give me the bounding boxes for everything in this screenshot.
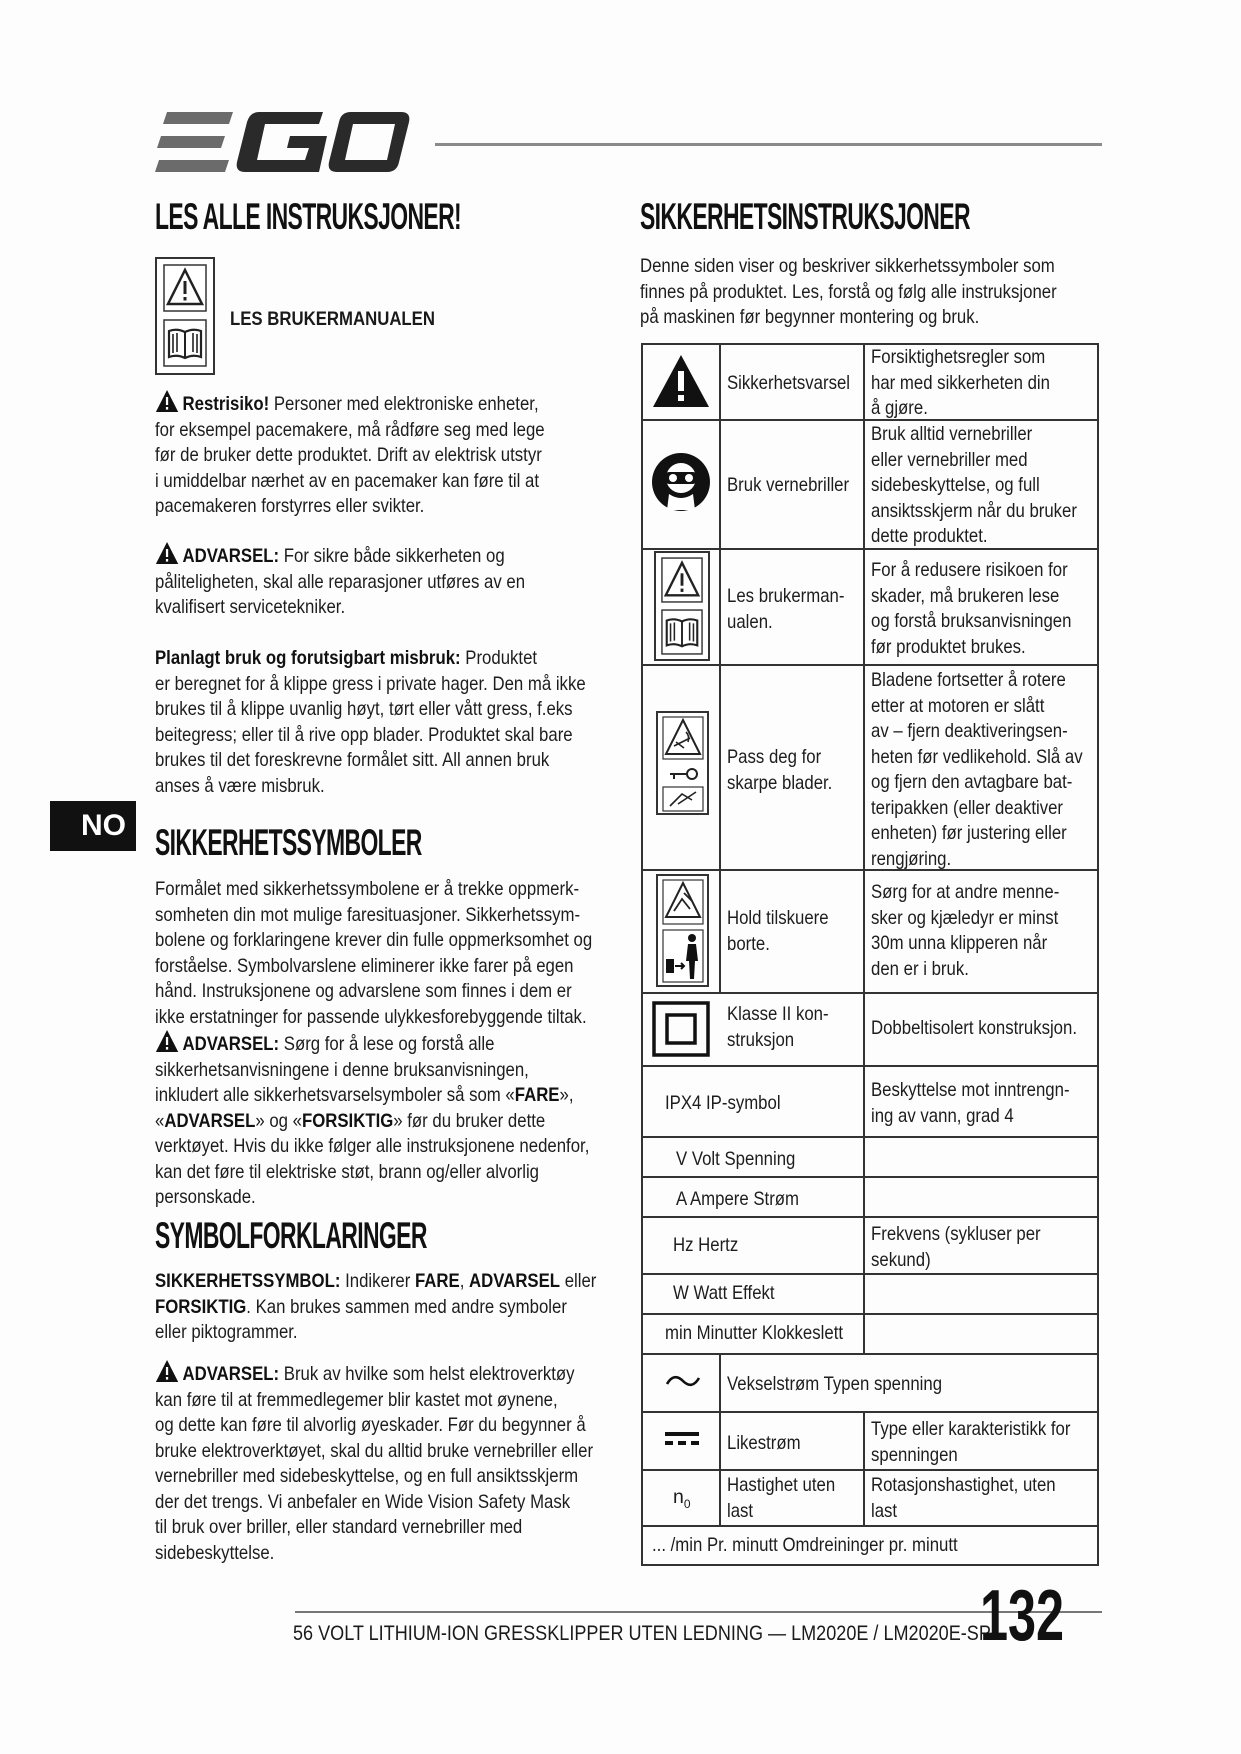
row-hastighet-name: Hastighet uten last [727,1474,836,1522]
row-per-minutt: ... /min Pr. minutt Omdreininger pr. minutt [652,1534,958,1556]
paragraph-intro: Denne siden viser og beskriver sikkerhetssymboler som finnes på produktet. Les, forstå og følg alle instruksjoner på maskinen før begynner montering og bruk. [640,255,1057,328]
row-vernebriller-desc: Bruk alltid vernebriller eller vernebriller med sidebeskyttelse, og full ansiktsskjerm når du bruker dette produktet. [871,423,1077,547]
table-col-rule [719,343,721,993]
row-volt: V Volt Spenning [676,1148,796,1170]
row-hertz: Hz Hertz [673,1234,739,1256]
page-number: 132 [980,1576,1065,1656]
direct-current-icon [663,1430,701,1448]
table-rule [641,1313,1099,1315]
table-rule [641,1216,1099,1218]
table-rule [641,992,1099,994]
warning-triangle-icon [661,557,703,603]
table-rule [641,1136,1099,1138]
table-rule [641,1353,1099,1355]
table-rule [641,1273,1099,1275]
paragraph-advarsel-eyes: ADVARSEL: Bruk av hvilke som helst elektroverktøy kan føre til at fremmedlegemer blir kastet mot øynene, og dette kan føre til alvorlig øyeskader. Før du begynner å bruke elektroverktøyet, skal du alltid bruke vernebriller eller vernebriller med sidebeskyttelse, og en full ansiktsskjerm der det trengs. Vi anbefaler en Wide Vision Safety Mask til bruk over briller, eller standard vernebriller med sidebeskyttelse. [155,1359,625,1566]
row-tilskuere-name: Hold tilskuere borte. [727,907,829,955]
blade-symbol [656,711,709,815]
key-removal-icon [662,763,704,785]
row-klasse-ii-desc: Dobbeltisolert konstruksjon. [871,1017,1078,1039]
row-likestrom-name: Likestrøm [727,1432,801,1454]
row-ipx4-desc: Beskyttelse mot inntrengn- ing av vann, grad 4 [871,1079,1070,1127]
hand-blade-icon [662,786,704,812]
table-col-rule [863,1411,865,1525]
bystander-icon [662,929,704,983]
book-icon [661,609,703,655]
manual-label: LES BRUKERMANUALEN [230,308,435,330]
row-watt: W Watt Effekt [673,1282,775,1304]
paragraph-advarsel-repair: ADVARSEL: For sikre både sikkerheten og påliteligheten, skal alle reparasjoner utføres av en kvalifisert servicetekniker. [155,541,625,621]
table-rule [641,1525,1099,1527]
row-likestrom-desc: Type eller karakteristikk for spenningen [871,1418,1071,1466]
book-icon [163,319,207,367]
table-col-rule [719,1353,721,1525]
safety-goggles-icon [651,452,711,512]
footer-title: 56 VOLT LITHIUM-ION GRESSKLIPPER UTEN LEDNING — LM2020E / LM2020E-SP [293,1622,991,1645]
table-rule [641,1176,1099,1178]
no-load-speed-symbol: $n_0$ [673,1486,691,1511]
paragraph-planlagt-bruk: Planlagt bruk og forutsigbart misbruk: Produktet er beregnet for å klippe gress i private hager. Den må ikke brukes til å klippe uvanlig høyt, tørt eller vått gress, f.eks beitegress; eller til å rive opp blader. Produktet skal bare brukes til det foreskrevne formålet sitt. All annen bruk anses å være misbruk. [155,647,586,797]
row-sikkerhetsvarsel-desc: Forsiktighetsregler som har med sikkerheten din å gjøre. [871,346,1050,419]
row-ampere: A Ampere Strøm [676,1188,800,1210]
heading-les-alle: LES ALLE INSTRUKSJONER! [155,196,462,237]
row-vekselstrom: Vekselstrøm Typen spenning [727,1373,943,1395]
table-rule [641,1469,1099,1471]
row-vernebriller-name: Bruk vernebriller [727,474,850,496]
bystander-symbol [656,874,709,987]
thrown-object-warning-icon [662,879,704,925]
class-ii-icon [652,1001,710,1057]
row-skarpe-blader-name: Pass deg for skarpe blader. [727,746,833,794]
row-brukermanual-desc: For å redusere risikoen for skader, må brukeren lese og forstå bruksanvisningen før produktet brukes. [871,559,1072,658]
heading-sikkerhetsinstruksjoner: SIKKERHETSINSTRUKSJONER [640,196,970,237]
row-hertz-desc: Frekvens (sykluser per sekund) [871,1223,1041,1271]
row-klasse-ii-name: Klasse II kon- struksjon [727,1003,829,1051]
paragraph-sikkerhetssymbol: SIKKERHETSSYMBOL: Indikerer FARE, ADVARSEL eller FORSIKTIG. Kan brukes sammen med andre symboler eller piktogrammer. [155,1270,597,1343]
row-hastighet-desc: Rotasjonshastighet, uten last [871,1474,1056,1522]
paragraph-formal: Formålet med sikkerhetssymbolene er å trekke oppmerk- somheten din mot mulige faresituasjoner. Sikkerhetssym- bolene og forklaringene krever din fulle oppmerksomhet og forståelse. Symbolvarslene eliminerer ikke farer på egen hånd. Instruksjonene og advarslene som finnes i dem er ikke erstatninger for passende ulykkesforebyggende tiltak. [155,878,593,1028]
table-rule [641,1411,1099,1413]
heading-symbolforklaringer: SYMBOLFORKLARINGER [155,1215,427,1256]
blade-warning-icon [662,716,704,760]
warning-icon [155,389,179,413]
header-rule [435,143,1102,146]
warning-icon [155,541,179,565]
manual-symbol [155,257,215,375]
table-rule [641,1065,1099,1067]
warning-icon [155,1029,179,1053]
row-tilskuere-desc: Sørg for at andre menne- sker og kjæledyr er minst 30m unna klipperen når den er i bruk. [871,881,1060,980]
manual-row-symbol [654,551,710,661]
heading-sikkerhetssymboler: SIKKERHETSSYMBOLER [155,822,422,863]
row-ipx4-symbol: IPX4 IP-symbol [665,1092,781,1114]
language-tab: NO [50,801,136,851]
row-minutter: min Minutter Klokkeslett [665,1322,844,1344]
table-rule [641,664,1099,666]
row-skarpe-blader-desc: Bladene fortsetter å rotere etter at motoren er slått av – fjern deaktiveringsen- heten før vedlikehold. Slå av og fjern den avtagbare bat- teripakken (eller deaktiver enheten) før justering eller rengjøring. [871,669,1083,870]
paragraph-restrisiko: Restrisiko! Personer med elektroniske enheter, for eksempel pacemakere, må rådføre seg med lege før de bruker dette produktet. Drift av elektrisk utstyr i umiddelbar nærhet av en pacemaker kan føre til at pacemakeren forstyrres eller svikter. [155,389,625,520]
ego-logo [155,110,410,174]
warning-triangle-icon [163,264,207,312]
warning-icon [155,1359,179,1383]
row-sikkerhetsvarsel-name: Sikkerhetsvarsel [727,372,851,394]
row-brukermanual-name: Les brukerman- ualen. [727,585,845,633]
paragraph-advarsel-read: ADVARSEL: Sørg for å lese og forstå alle sikkerhetsanvisningene i denne bruksanvisningen, inkludert alle sikkerhetsvarselsymboler så som «FARE», «ADVARSEL» og «FORSIKTIG» før du bruker dette verktøyet. Hvis du ikke følger alle instruksjonene nedenfor, kan det føre til elektriske støt, brann og/eller alvorlig personskade. [155,1029,625,1211]
safety-alert-icon [651,353,711,409]
alternating-current-icon [665,1372,701,1390]
